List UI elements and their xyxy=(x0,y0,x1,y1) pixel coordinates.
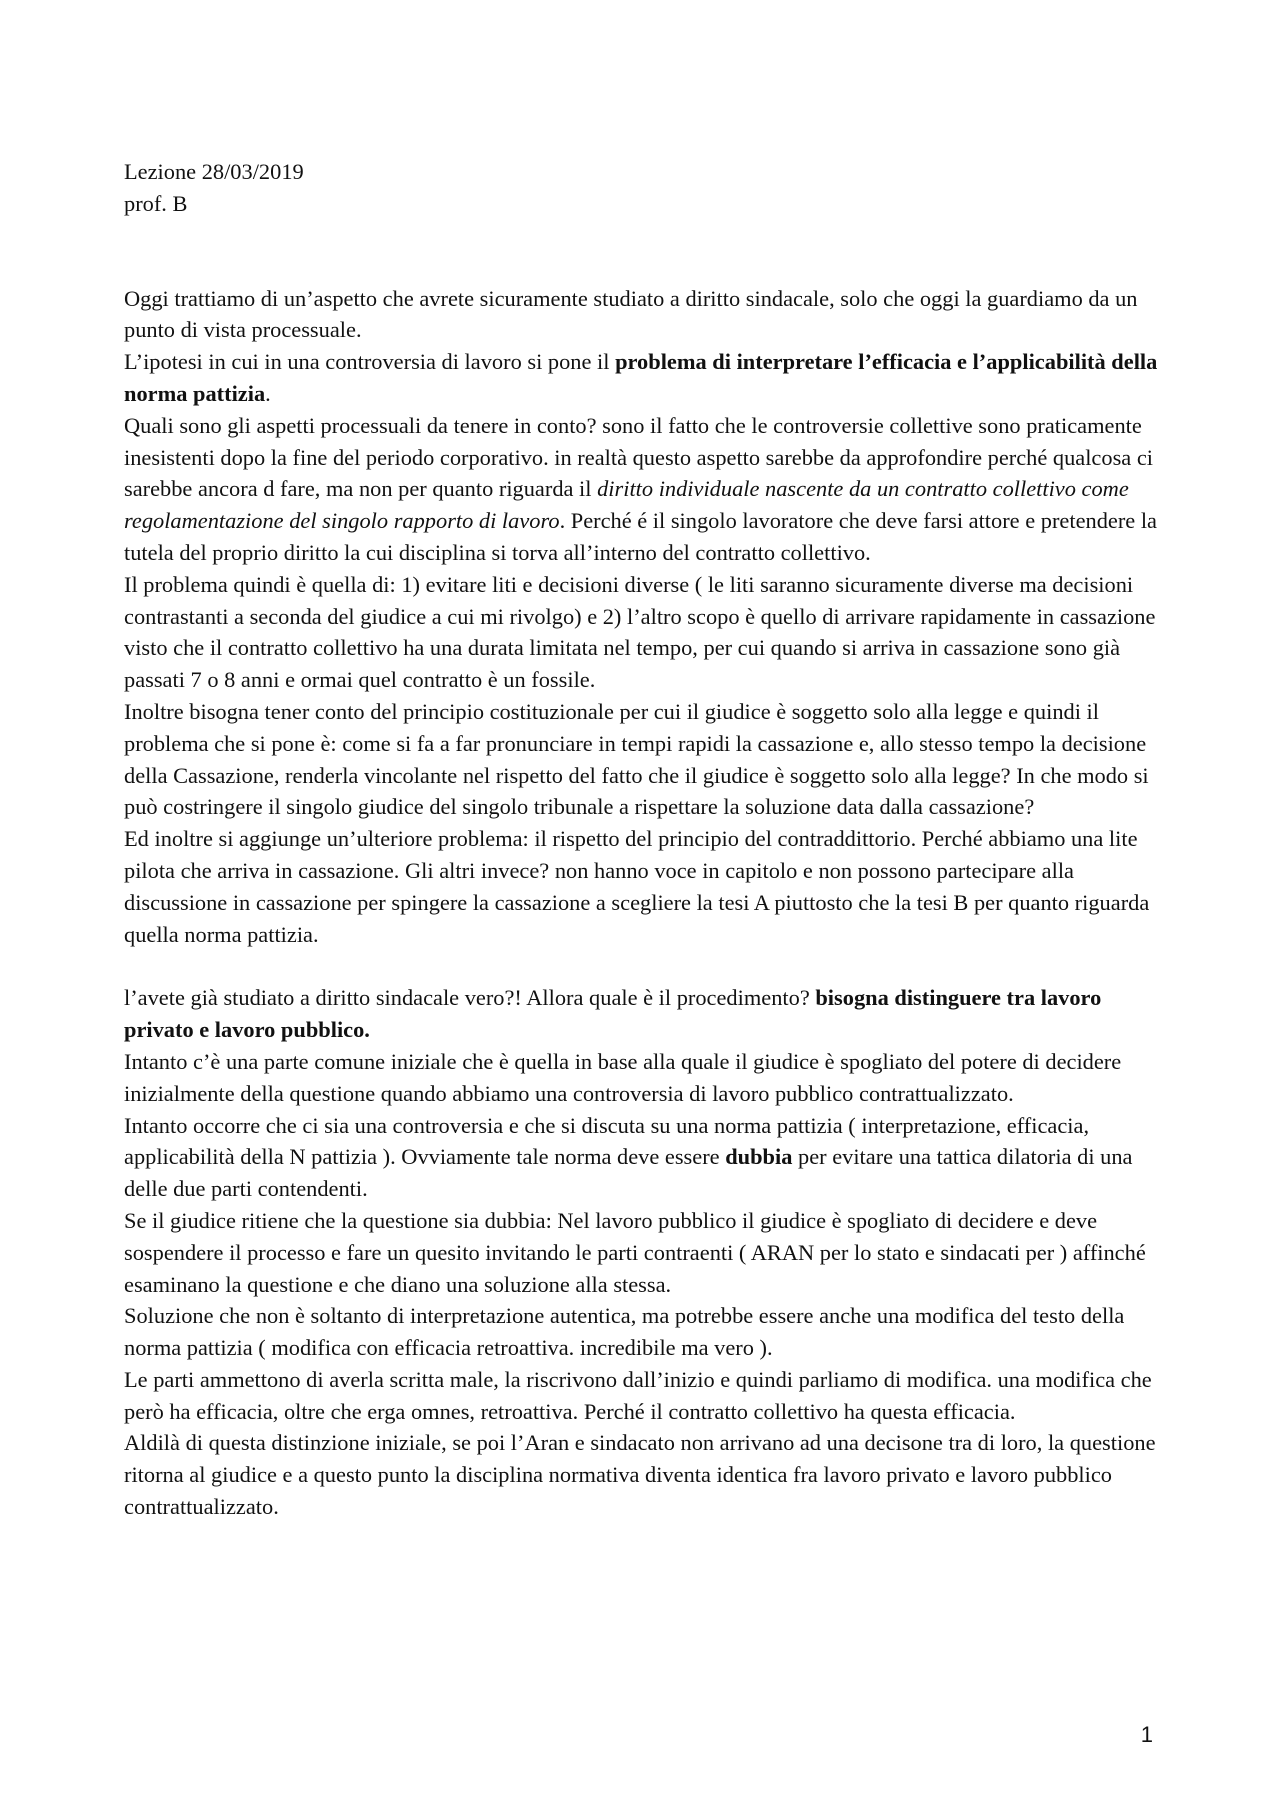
bold-text: dubbia xyxy=(725,1144,793,1170)
paragraph-text: . Perché é il singolo lavoratore che deve farsi attore e pretendere la tutela del proprio diritto la cui disciplina si torva all’interno del contratto collettivo. xyxy=(124,508,1157,565)
paragraph-text: l’avete già studiato a diritto sindacale vero?! Allora quale è il procedimento? xyxy=(124,985,816,1011)
paragraph-text: per evitare una tattica dilatoria di una delle due parti contendenti. xyxy=(124,1144,1133,1202)
paragraph-text: Le parti ammettono di averla scritta male, la riscrivono dall’inizio e quindi parliamo di modifica. una modifica che però ha efficacia, oltre che erga omnes, retroattiva. Perché il contratto collettivo ha questa efficacia. xyxy=(124,1366,1152,1424)
paragraph-text: Se il giudice ritiene che la questione sia dubbia: Nel lavoro pubblico il giudice è spogliato di decidere e deve sospendere il processo e fare un quesito invitando le parti contraenti ( ARAN per lo stato e sindacati per ) affinché esaminano la questione e che diano una soluzione alla stessa. xyxy=(124,1207,1146,1297)
paragraph-text: Oggi trattiamo di un’aspetto che avrete sicuramente studiato a diritto sindacale, solo che oggi la guardiamo da un punto di vista processuale. xyxy=(124,285,1138,343)
paragraph-text: Quali sono gli aspetti processuali da tenere in conto? sono il fatto che le controversie collettive sono praticamente inesistenti dopo la fine del periodo corporativo. in realtà questo aspetto sarebbe da approfondire perché qualcosa ci sarebbe ancora d fare, ma non per quanto riguarda il xyxy=(124,412,1153,502)
paragraph-text: L’ipotesi in cui in una controversia di lavoro si pone il xyxy=(124,349,616,375)
lesson-date: Lezione 28/03/2019 xyxy=(124,159,304,184)
document-page xyxy=(124,156,1174,1523)
paragraph-solution xyxy=(124,1300,1174,1364)
spacer xyxy=(124,220,1174,283)
paragraph-common-part xyxy=(124,1046,1174,1110)
italic-text: diritto individuale nascente da un contratto collettivo come regolamentazione del singolo rapporto di lavoro xyxy=(124,476,1129,534)
bold-text: bisogna distinguere tra lavoro privato e lavoro pubblico. xyxy=(124,985,1102,1043)
paragraph-procedure xyxy=(124,982,1174,1046)
paragraph-problem xyxy=(124,569,1174,696)
paragraph-parties xyxy=(124,1364,1174,1428)
paragraph-intro xyxy=(124,283,1174,347)
paragraph-hypothesis xyxy=(124,346,1174,410)
paragraph-text: Aldilà di questa distinzione iniziale, se poi l’Aran e sindacato non arrivano ad una decisone tra di loro, la questione ritorna al giudice e a questo punto la disciplina normativa diventa identica fra lavoro privato e lavoro pubblico contrattualizzato. xyxy=(124,1430,1156,1520)
paragraph-text: Soluzione che non è soltanto di interpretazione autentica, ma potrebbe essere anche una modifica del testo della norma pattizia ( modifica con efficacia retroattiva. incredibile ma vero ). xyxy=(124,1303,1125,1361)
paragraph-text: Ed inoltre si aggiunge un’ulteriore problema: il rispetto del principio del contraddittorio. Perché abbiamo una lite pilota che arriva in cassazione. Gli altri invece? non hanno voce in capitolo e non possono partecipare alla discussione in cassazione per spingere la cassazione a scegliere la tesi A piuttosto che la tesi B per quanto riguarda quella norma pattizia. xyxy=(124,826,1150,947)
paragraph-processual-aspects xyxy=(124,410,1174,569)
paragraph-constitutional-principle xyxy=(124,696,1174,823)
professor-name: prof. B xyxy=(124,190,188,216)
page-number: 1 xyxy=(1140,1722,1153,1747)
bold-text: problema di interpretare l’efficacia e l’applicabilità della norma pattizia xyxy=(124,349,1158,406)
paragraph-text: . xyxy=(265,380,271,406)
spacer xyxy=(124,950,1174,982)
paragraph-conclusion xyxy=(124,1427,1174,1522)
paragraph-text: Intanto c’è una parte comune iniziale che è quella in base alla quale il giudice è spogliato del potere di decidere inizialmente della questione quando abbiamo una controversia di lavoro pubblico contrattualizzato. xyxy=(124,1048,1122,1106)
paragraph-text: Il problema quindi è quella di: 1) evitare liti e decisioni diverse ( le liti saranno sicuramente diverse ma decisioni contrastanti a seconda del giudice a cui mi rivolgo) e 2) l’altro scopo è quello di arrivare rapidamente in cassazione visto che il contratto collettivo ha una durata limitata nel tempo, per cui quando si arriva in cassazione sono già passati 7 o 8 anni e ormai quel contratto è un fossile. xyxy=(124,571,1156,693)
paragraph-contradictory xyxy=(124,823,1174,950)
paragraph-controversy xyxy=(124,1110,1174,1205)
paragraph-doubtful-question xyxy=(124,1205,1174,1300)
paragraph-text: Inoltre bisogna tener conto del principio costituzionale per cui il giudice è soggetto solo alla legge e quindi il problema che si pone è: come si fa a far pronunciare in tempi rapidi la cassazione e, allo stesso tempo la decisione della Cassazione, renderla vincolante nel rispetto del fatto che il giudice è soggetto solo alla legge? In che modo si può costringere il singolo giudice del singolo tribunale a rispettare la soluzione data dalla cassazione? xyxy=(124,698,1149,820)
paragraph-text: Intanto occorre che ci sia una controversia e che si discuta su una norma pattizia ( interpretazione, efficacia, applicabilità della N pattizia ). Ovviamente tale norma deve essere xyxy=(124,1112,1090,1170)
document-header xyxy=(124,156,1174,220)
